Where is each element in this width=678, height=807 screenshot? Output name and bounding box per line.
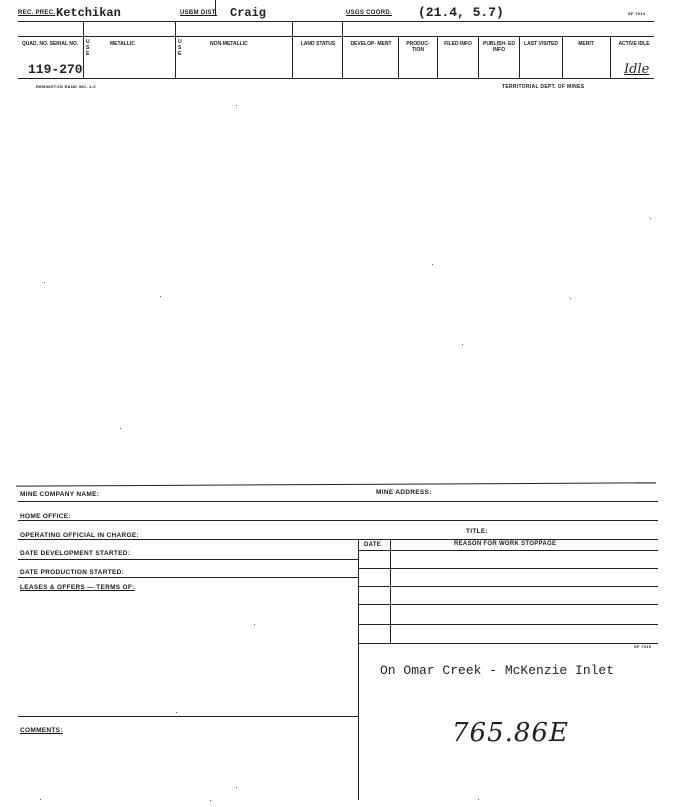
speck <box>40 799 41 800</box>
speck <box>570 298 571 299</box>
rule-date-prod <box>18 577 358 578</box>
usbm-dist-value: Craig <box>230 6 267 20</box>
col-header-development: DEVELOP- MENT <box>350 41 392 47</box>
col-divider <box>519 37 520 78</box>
col-divider <box>175 22 176 78</box>
operating-official-label: OPERATING OFFICIAL IN CHARGE: <box>20 532 139 539</box>
speck <box>160 296 161 297</box>
speck <box>254 624 255 625</box>
printer-imprint: REMINGTON RAND INC. 2-0 <box>36 84 96 89</box>
col-divider <box>478 37 479 78</box>
col-header-filed-info: FILED INFO <box>444 41 472 47</box>
speck <box>432 264 433 265</box>
speck <box>478 799 479 800</box>
stoppage-date-divider <box>390 540 391 643</box>
active-idle-mark: Idle <box>624 62 650 77</box>
date-production-label: DATE PRODUCTION STARTED: <box>20 569 125 576</box>
col-header-quad: QUAD. NO. <box>21 41 49 47</box>
speck <box>120 428 121 429</box>
stoppage-reason-header: REASON FOR WORK STOPPAGE <box>454 541 557 547</box>
col-divider <box>562 37 563 78</box>
mine-company-label: MINE COMPANY NAME: <box>20 491 100 498</box>
col-header-non-metallic: NON-METALLIC <box>210 41 248 47</box>
col-header-active-idle: ACTIVE IDLE <box>618 41 650 47</box>
col-divider <box>342 22 343 78</box>
rule-company <box>18 501 658 502</box>
territorial-dept: TERRITORIAL DEPT. OF MINES <box>502 84 585 90</box>
rule-home-office <box>18 520 658 521</box>
usgs-coord-value: (21.4, 5.7) <box>418 5 504 20</box>
speck <box>236 787 237 788</box>
speck <box>210 800 211 801</box>
rule-comments <box>18 716 358 717</box>
lower-card-top-edge <box>16 482 656 486</box>
col-header-use-1: U S E <box>86 39 90 57</box>
col-header-production: PRODUC- TION <box>406 41 430 53</box>
rule-official <box>18 539 658 540</box>
title-label: TITLE: <box>466 528 489 535</box>
date-development-label: DATE DEVELOPMENT STARTED: <box>20 550 131 557</box>
col-divider <box>398 37 399 78</box>
col-divider <box>292 22 293 78</box>
col-header-last-visited: LAST VISITED <box>524 41 558 47</box>
stoppage-row-rule <box>358 604 658 605</box>
rec-prec-label: REC. PREC. <box>18 10 56 16</box>
stoppage-row-rule <box>358 624 658 625</box>
col-header-published-info: PUBLISH- ED INFO <box>483 41 515 53</box>
usgs-coord-label: USGS COORD. <box>346 10 392 16</box>
stoppage-date-header: DATE <box>364 542 382 548</box>
stoppage-row-rule <box>358 568 658 569</box>
col-header-quad-serial <box>20 41 80 47</box>
col-header-use-2: U S E <box>178 39 182 57</box>
speck <box>462 344 463 345</box>
col-header-land-status: LAND STATUS <box>300 41 336 47</box>
lower-center-divider <box>358 540 359 800</box>
col-header-merit: MERIT <box>578 41 594 47</box>
header-rule-top <box>18 21 654 22</box>
col-divider <box>610 37 611 78</box>
mine-address-label: MINE ADDRESS: <box>376 489 432 496</box>
col-header-serial: SERIAL NO. <box>49 41 79 47</box>
home-office-label: HOME OFFICE: <box>20 513 71 520</box>
stoppage-header-rule <box>358 550 658 551</box>
form-number: SF 7914 <box>628 11 646 16</box>
stoppage-row-rule <box>358 586 658 587</box>
header-rule-mid <box>18 36 654 37</box>
handwritten-number: 765.86E <box>452 718 569 748</box>
form-number-2: SF 7915 <box>634 644 652 649</box>
speck <box>236 105 237 106</box>
header-rule-bottom <box>18 78 654 79</box>
speck <box>44 282 45 283</box>
quad-serial-value: 119-270 <box>28 62 83 77</box>
location-note: On Omar Creek - McKenzie Inlet <box>380 663 615 678</box>
comments-label: COMMENTS: <box>20 727 63 734</box>
speck <box>176 712 177 713</box>
stoppage-bottom-rule <box>358 643 658 644</box>
rule-date-dev <box>18 559 358 560</box>
leases-label: LEASES & OFFERS — TERMS OF: <box>20 584 135 591</box>
col-divider <box>437 37 438 78</box>
usbm-dist-label: USBM DIST. <box>180 10 218 16</box>
speck <box>650 218 651 219</box>
rec-prec-value: Ketchikan <box>56 6 121 20</box>
col-header-metallic: METALLIC <box>110 41 135 47</box>
col-divider <box>83 22 84 78</box>
